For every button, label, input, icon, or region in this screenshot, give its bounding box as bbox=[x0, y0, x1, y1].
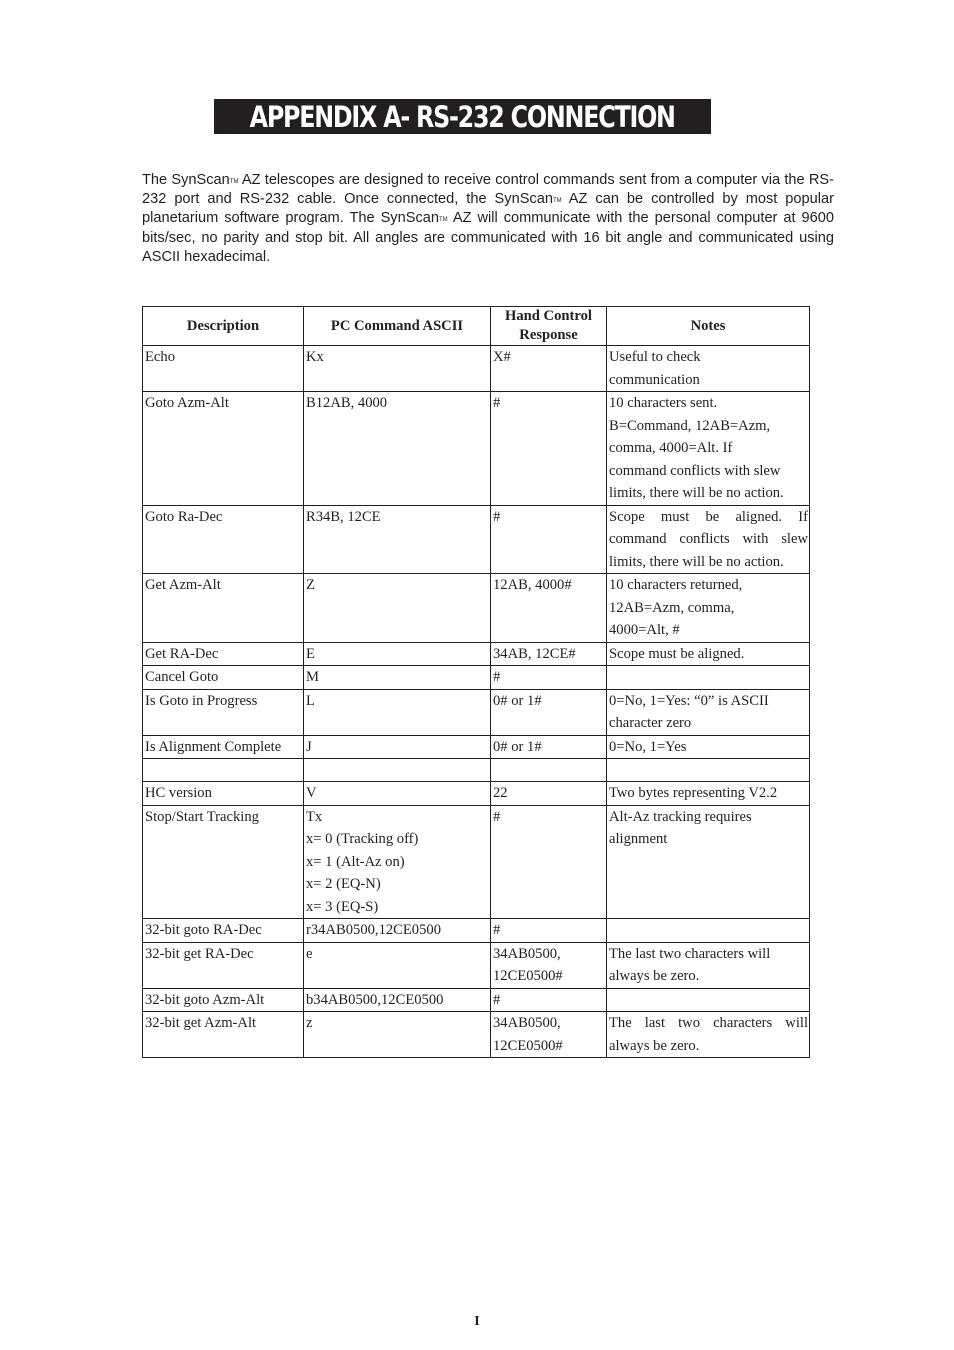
cell-response-line: X# bbox=[493, 349, 511, 365]
cell-response-line: # bbox=[493, 808, 501, 825]
empty-cell bbox=[143, 759, 304, 782]
cell-notes-line: 4000=Alt, # bbox=[609, 622, 680, 638]
trademark-mark: TM bbox=[439, 217, 448, 224]
cell-notes bbox=[607, 735, 810, 759]
cell-notes-line: Scope must be aligned. bbox=[609, 645, 745, 662]
cell-response bbox=[491, 346, 607, 392]
cell-notes-line: alignment bbox=[609, 831, 668, 847]
empty-cell bbox=[607, 759, 810, 782]
appendix-title-banner bbox=[214, 99, 711, 134]
table-row bbox=[143, 735, 810, 759]
cell-description: Goto Ra-Dec bbox=[143, 505, 304, 574]
cell-pc-command-line: x= 0 (Tracking off) bbox=[306, 831, 419, 847]
cell-description: Is Alignment Complete bbox=[143, 735, 304, 759]
cell-pc-command-line: R34B, 12CE bbox=[306, 508, 381, 525]
cell-pc-command-line: x= 2 (EQ-N) bbox=[306, 876, 381, 892]
cell-pc-command bbox=[304, 988, 491, 1012]
cell-notes-line: Useful to check bbox=[609, 349, 701, 365]
cell-description: 32-bit goto Azm-Alt bbox=[143, 988, 304, 1012]
cell-notes-line: Alt-Az tracking requires bbox=[609, 808, 752, 825]
cell-description: Echo bbox=[143, 346, 304, 392]
cell-notes-line: The last two characters will bbox=[609, 945, 771, 962]
cell-notes bbox=[607, 782, 810, 806]
empty-cell bbox=[491, 759, 607, 782]
cell-pc-command-line: Z bbox=[306, 577, 315, 593]
cell-pc-command-line: J bbox=[306, 738, 312, 755]
cell-notes bbox=[607, 574, 810, 643]
cell-description: 32-bit goto RA-Dec bbox=[143, 919, 304, 943]
cell-notes-line: always be zero. bbox=[609, 968, 700, 984]
intro-text-2: AZ telescopes are designed to receive control commands sent from a computer via the RS-232 port and RS-232 cable. Once connected, the SynScan bbox=[142, 172, 834, 208]
intro-text-3: AZ can be controlled by most popular planetarium software program. The SynScan bbox=[142, 191, 834, 227]
cell-pc-command-line: r34AB0500,12CE0500 bbox=[306, 922, 441, 938]
cell-pc-command bbox=[304, 574, 491, 643]
cell-notes-line: Two bytes representing V2.2 bbox=[609, 785, 778, 801]
cell-notes-line: 10 characters sent. bbox=[609, 395, 718, 411]
cell-pc-command-line: M bbox=[306, 669, 319, 685]
cell-notes-line: communication bbox=[609, 371, 700, 388]
table-row bbox=[143, 942, 810, 988]
cell-response-line: # bbox=[493, 991, 501, 1008]
cell-notes-line: limits, there will be no action. bbox=[609, 485, 784, 501]
trademark-mark: TM bbox=[229, 179, 239, 185]
intro-text-1: The SynScan bbox=[142, 172, 230, 188]
cell-pc-command-line: x= 3 (EQ-S) bbox=[306, 898, 379, 915]
cell-description: 32-bit get RA-Dec bbox=[143, 942, 304, 988]
cell-notes-line: Scope must be aligned. If command conflicts with slew limits, there will be no action. bbox=[609, 508, 808, 570]
cell-response bbox=[491, 666, 607, 690]
cell-pc-command-line: e bbox=[306, 945, 313, 962]
cell-response bbox=[491, 988, 607, 1012]
cell-pc-command-line: E bbox=[306, 645, 315, 662]
cell-pc-command-line: b34AB0500,12CE0500 bbox=[306, 991, 444, 1008]
cell-pc-command bbox=[304, 689, 491, 735]
table-row bbox=[143, 666, 810, 690]
cell-pc-command bbox=[304, 919, 491, 943]
cell-pc-command-line: z bbox=[306, 1015, 313, 1031]
cell-response-line: # bbox=[493, 922, 501, 938]
cell-response-line: 34AB0500, bbox=[493, 1015, 561, 1031]
header-description: Description bbox=[143, 307, 304, 346]
cell-response-line: 34AB0500, bbox=[493, 945, 561, 962]
cell-pc-command bbox=[304, 392, 491, 506]
table-row bbox=[143, 805, 810, 919]
cell-description: HC version bbox=[143, 782, 304, 806]
cell-notes-line: 0=No, 1=Yes: “0” is ASCII bbox=[609, 692, 769, 709]
command-table bbox=[142, 306, 810, 1058]
table-row bbox=[143, 642, 810, 666]
cell-pc-command bbox=[304, 805, 491, 919]
table-row bbox=[143, 1012, 810, 1058]
cell-pc-command bbox=[304, 735, 491, 759]
cell-notes-line: 0=No, 1=Yes bbox=[609, 738, 687, 755]
cell-pc-command bbox=[304, 782, 491, 806]
header-pc-command: PC Command ASCII bbox=[304, 307, 491, 346]
cell-notes bbox=[607, 642, 810, 666]
cell-notes bbox=[607, 988, 810, 1012]
cell-response bbox=[491, 689, 607, 735]
cell-notes bbox=[607, 505, 810, 574]
intro-text-4: AZ will communicate with the personal computer at 9600 bits/sec, no parity and stop bit. All angles are communicated with 16 bit angle and communicated using ASCII hexadecimal. bbox=[142, 210, 835, 265]
cell-pc-command-line: Kx bbox=[306, 349, 324, 365]
cell-description: Stop/Start Tracking bbox=[143, 805, 304, 919]
cell-notes bbox=[607, 919, 810, 943]
cell-response-line: 34AB, 12CE# bbox=[493, 645, 576, 662]
table-row bbox=[143, 919, 810, 943]
cell-response-line: 0# or 1# bbox=[493, 692, 542, 709]
trademark-mark: TM bbox=[552, 198, 562, 205]
cell-pc-command bbox=[304, 1012, 491, 1058]
cell-response bbox=[491, 1012, 607, 1058]
cell-pc-command-line: Tx bbox=[306, 808, 323, 825]
table-row bbox=[143, 689, 810, 735]
header-notes: Notes bbox=[607, 307, 810, 346]
cell-response bbox=[491, 782, 607, 806]
cell-notes bbox=[607, 1012, 810, 1058]
cell-response bbox=[491, 942, 607, 988]
cell-response bbox=[491, 735, 607, 759]
table-row bbox=[143, 574, 810, 643]
cell-notes-line: command conflicts with slew bbox=[609, 462, 781, 479]
cell-pc-command-line: x= 1 (Alt-Az on) bbox=[306, 853, 405, 870]
cell-response-line: 12CE0500# bbox=[493, 1037, 563, 1054]
cell-notes bbox=[607, 346, 810, 392]
table-row bbox=[143, 392, 810, 506]
table-row bbox=[143, 782, 810, 806]
cell-response bbox=[491, 574, 607, 643]
cell-notes bbox=[607, 392, 810, 506]
cell-response bbox=[491, 642, 607, 666]
cell-response-line: 12AB, 4000# bbox=[493, 577, 572, 593]
cell-response-line: 12CE0500# bbox=[493, 968, 563, 984]
cell-pc-command bbox=[304, 942, 491, 988]
cell-notes bbox=[607, 942, 810, 988]
cell-response bbox=[491, 919, 607, 943]
cell-description: Cancel Goto bbox=[143, 666, 304, 690]
page-number: I bbox=[474, 1314, 480, 1329]
cell-notes bbox=[607, 689, 810, 735]
intro-paragraph bbox=[142, 171, 834, 267]
cell-pc-command-line: B12AB, 4000 bbox=[306, 395, 388, 411]
cell-notes-line: character zero bbox=[609, 715, 692, 731]
cell-response-line: # bbox=[493, 395, 501, 411]
cell-description: Get Azm-Alt bbox=[143, 574, 304, 643]
empty-cell bbox=[304, 759, 491, 782]
cell-pc-command-line: L bbox=[306, 692, 315, 709]
table-header-row bbox=[143, 307, 810, 346]
header-hand-control-response: Hand Control Response bbox=[491, 307, 607, 346]
cell-pc-command bbox=[304, 642, 491, 666]
cell-response-line: 0# or 1# bbox=[493, 738, 542, 755]
cell-description: Get RA-Dec bbox=[143, 642, 304, 666]
appendix-title: APPENDIX A- RS-232 CONNECTION bbox=[249, 99, 676, 134]
cell-notes bbox=[607, 805, 810, 919]
cell-response bbox=[491, 392, 607, 506]
cell-notes-line: comma, 4000=Alt. If bbox=[609, 440, 733, 456]
table-row bbox=[143, 988, 810, 1012]
cell-response-line: 22 bbox=[493, 785, 508, 801]
cell-pc-command bbox=[304, 346, 491, 392]
cell-response-line: # bbox=[493, 508, 501, 525]
cell-pc-command-line: V bbox=[306, 785, 317, 801]
cell-notes-line: The last two characters will always be zero. bbox=[609, 1015, 808, 1054]
cell-description: 32-bit get Azm-Alt bbox=[143, 1012, 304, 1058]
cell-description: Goto Azm-Alt bbox=[143, 392, 304, 506]
table-row bbox=[143, 505, 810, 574]
cell-notes bbox=[607, 666, 810, 690]
cell-notes-line: 12AB=Azm, comma, bbox=[609, 599, 735, 616]
cell-response bbox=[491, 805, 607, 919]
cell-notes-line: B=Command, 12AB=Azm, bbox=[609, 417, 771, 434]
cell-notes-line: 10 characters returned, bbox=[609, 577, 743, 593]
cell-response bbox=[491, 505, 607, 574]
cell-pc-command bbox=[304, 505, 491, 574]
cell-pc-command bbox=[304, 666, 491, 690]
table-row bbox=[143, 346, 810, 392]
cell-response-line: # bbox=[493, 669, 501, 685]
cell-description: Is Goto in Progress bbox=[143, 689, 304, 735]
table-spacer-row bbox=[143, 759, 810, 782]
